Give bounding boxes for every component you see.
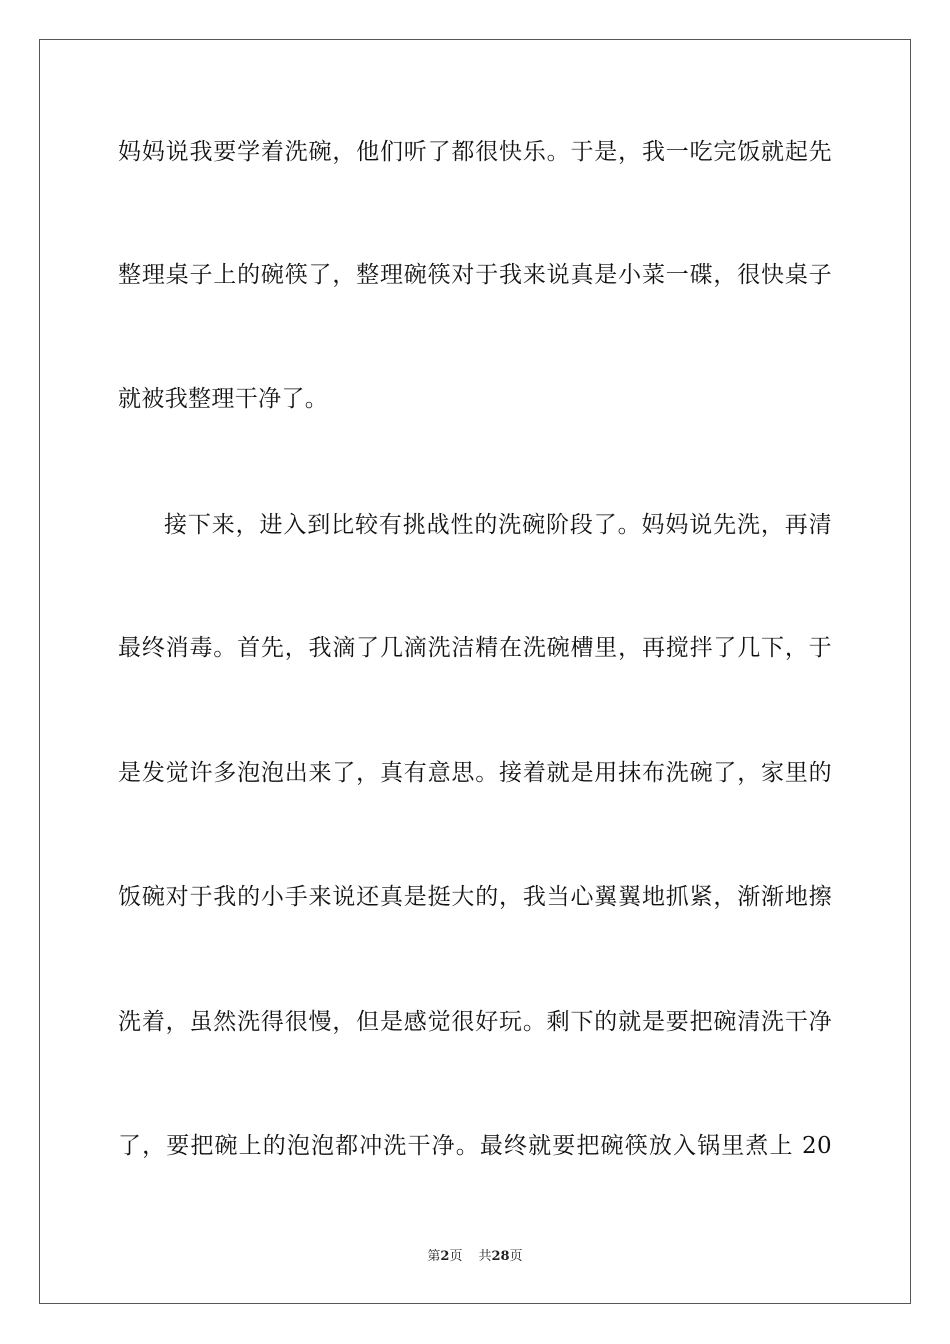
text-line-5: 最终消毒。首先，我滴了几滴洗洁精在洗碗槽里，再搅拌了几下，于 (118, 635, 832, 661)
page-prefix: 第 (427, 1249, 441, 1264)
total-suffix: 页 (509, 1249, 523, 1264)
page-footer (0, 1248, 950, 1266)
text-line-4: 接下来，进入到比较有挑战性的洗碗阶段了。妈妈说先洗，再清 (164, 512, 832, 538)
text-line-9: 了，要把碗上的泡泡都冲洗干净。最终就要把碗筷放入锅里煮上 20 (118, 1133, 832, 1159)
total-prefix: 共 (478, 1249, 492, 1264)
text-line-7: 饭碗对于我的小手来说还真是挺大的，我当心翼翼地抓紧，渐渐地擦 (118, 884, 832, 910)
page-number: 2 (440, 1249, 450, 1264)
total-pages: 28 (491, 1249, 510, 1264)
text-line-1: 妈妈说我要学着洗碗，他们听了都很快乐。于是，我一吃完饭就起先 (118, 139, 832, 165)
text-line-2: 整理桌子上的碗筷了，整理碗筷对于我来说真是小菜一碟，很快桌子 (118, 262, 832, 288)
text-line-6: 是发觉许多泡泡出来了，真有意思。接着就是用抹布洗碗了，家里的 (118, 760, 832, 786)
text-line-8: 洗着，虽然洗得很慢，但是感觉很好玩。剩下的就是要把碗清洗干净 (118, 1009, 832, 1035)
page-border (39, 39, 911, 1304)
text-line-3: 就被我整理干净了。 (118, 386, 329, 412)
page-suffix: 页 (449, 1249, 463, 1264)
